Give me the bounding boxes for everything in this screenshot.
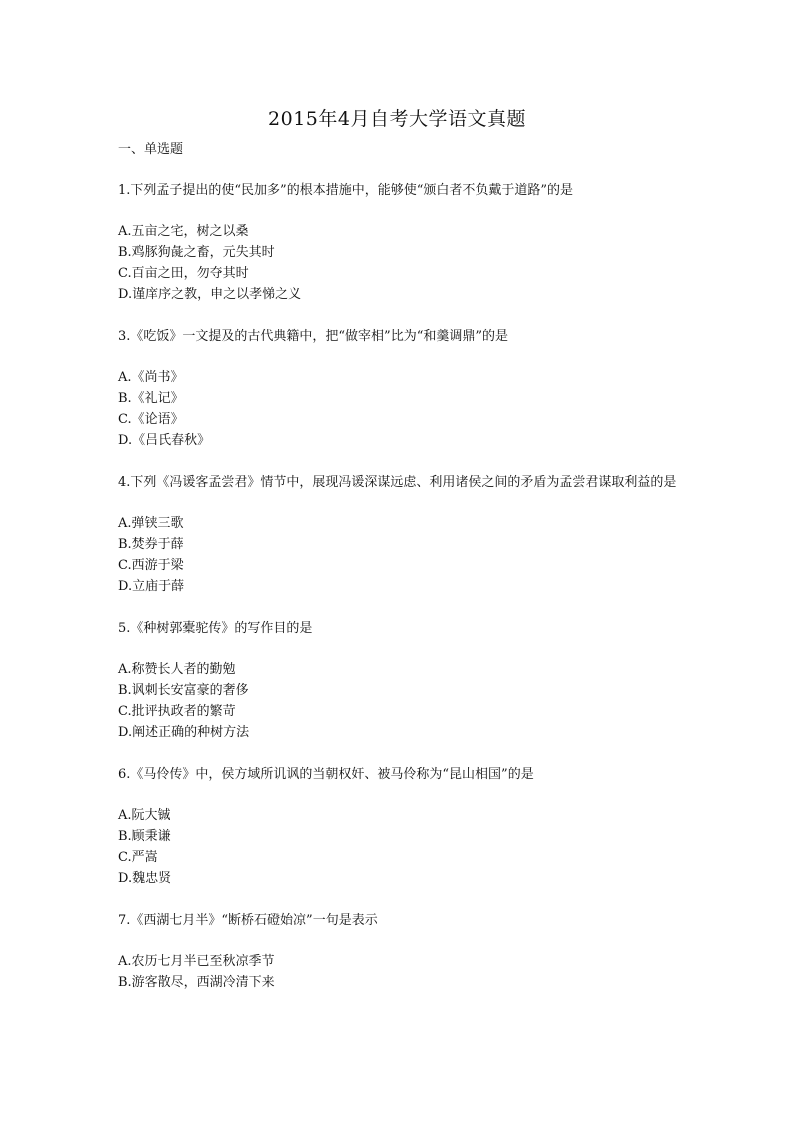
option-c: C.百亩之田，勿夺其时 [118,266,249,281]
option-list [118,951,678,993]
option-a: A.五亩之宅，树之以桑 [118,224,249,239]
question-6 [118,764,678,889]
option-d: D.阐述正确的种树方法 [118,725,250,740]
option-b: B.顾秉谦 [118,829,171,844]
document-title: 2015年4月自考大学语文真题 [268,108,526,130]
option-a: A.阮大铖 [118,808,171,823]
option-list [118,367,678,451]
question-list [118,180,678,1014]
option-a: A.农历七月半已至秋凉季节 [118,954,275,969]
option-b: B.《礼记》 [118,391,184,406]
option-list [118,513,678,597]
question-stem: 7.《西湖七月半》“断桥石磴始凉”一句是表示 [118,913,378,928]
option-list [118,805,678,889]
option-a: A.弹铗三歌 [118,516,184,531]
question-stem: 1.下列孟子提出的使“民加多”的根本措施中，能够使“颁白者不负戴于道路”的是 [118,183,573,198]
option-c: C.《论语》 [118,412,184,427]
option-b: B.鸡豚狗彘之畜，元失其时 [118,245,275,260]
option-list [118,659,678,743]
option-d: D.立庙于薛 [118,579,185,594]
question-7 [118,910,678,993]
option-d: D.魏忠贤 [118,871,172,886]
question-5 [118,618,678,743]
option-a: A.称赞长人者的勤勉 [118,662,236,677]
question-stem: 3.《吃饭》一文提及的古代典籍中，把“做宰相”比为“和羹调鼎”的是 [118,329,508,344]
question-stem: 6.《马伶传》中，侯方域所讥讽的当朝权奸、被马伶称为“昆山相国”的是 [118,767,534,782]
option-b: B.焚券于薛 [118,537,184,552]
question-stem: 4.下列《冯谖客孟尝君》情节中，展现冯谖深谋远虑、利用诸侯之间的矛盾为孟尝君谋取利益的是 [118,475,677,490]
question-stem: 5.《种树郭橐驼传》的写作目的是 [118,621,313,636]
question-4 [118,472,678,597]
option-b: B.游客散尽，西湖冷清下来 [118,975,275,990]
option-d: D.谨庠序之教，申之以孝悌之义 [118,287,302,302]
option-list [118,221,678,305]
option-a: A.《尚书》 [118,370,184,385]
section-heading: 一、单选题 [118,142,184,157]
question-3 [118,326,678,451]
option-d: D.《吕氏春秋》 [118,433,211,448]
option-b: B.讽刺长安富豪的奢侈 [118,683,249,698]
option-c: C.严嵩 [118,850,158,865]
question-1 [118,180,678,305]
option-c: C.西游于梁 [118,558,184,573]
option-c: C.批评执政者的繁苛 [118,704,236,719]
